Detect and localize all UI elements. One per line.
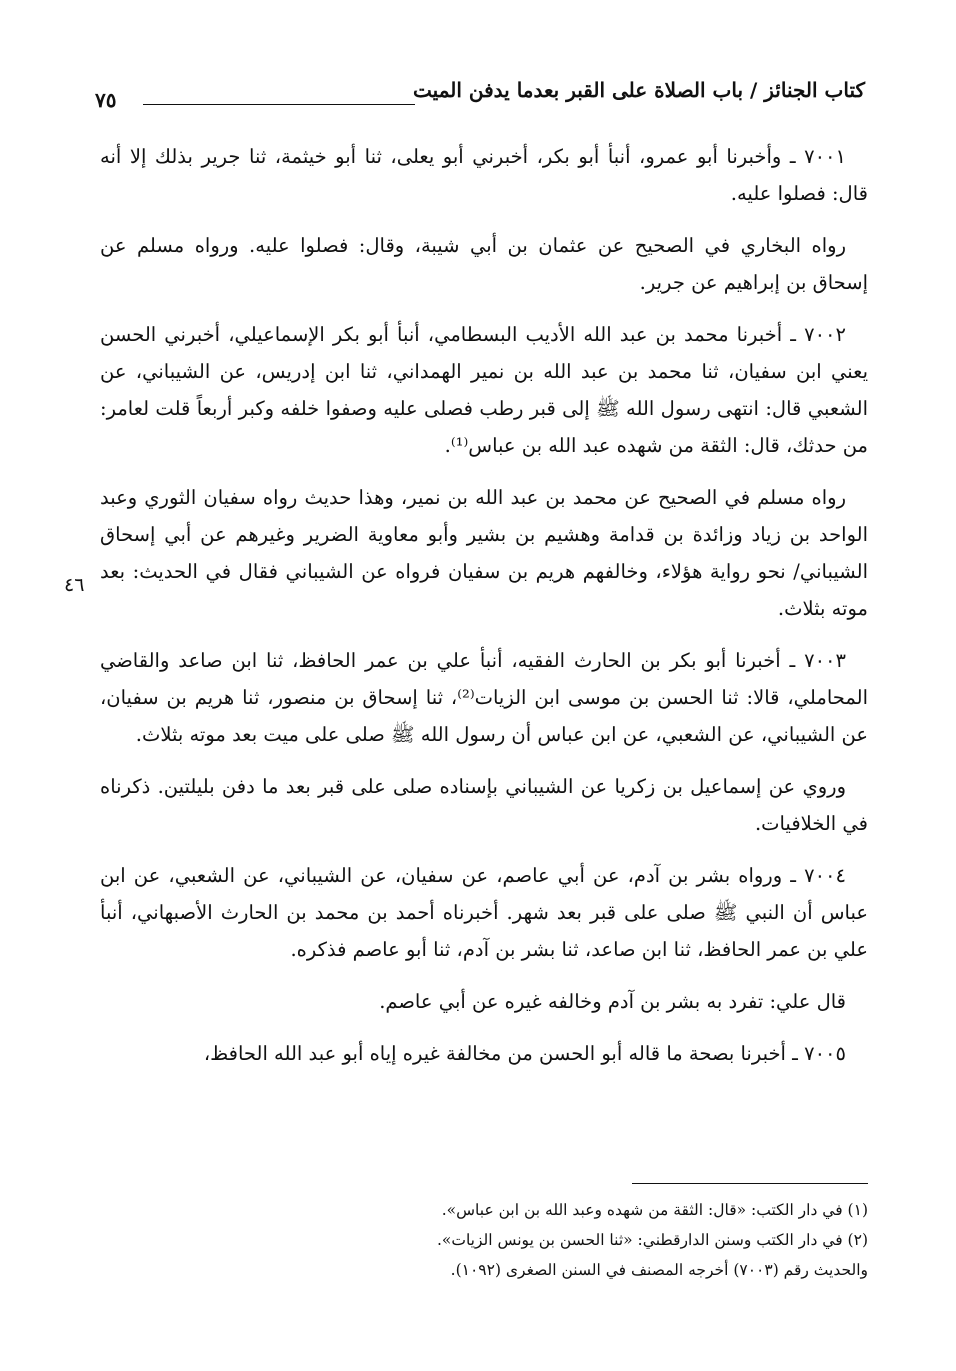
running-header [95, 70, 865, 114]
paragraph-commentary-1: رواه البخاري في الصحيح عن عثمان بن أبي شيبة، وقال: فصلوا عليه. ورواه مسلم عن إسحاق بن إبراهيم عن جرير. [100, 234, 868, 294]
header-title: كتاب الجنائز / باب الصلاة على القبر بعدما يدفن الميت [413, 78, 865, 102]
footnote-1: (١) في دار الكتب: «قال: الثقة من شهده وعبد الله بن ابن عباس». [441, 1201, 868, 1219]
main-text [100, 138, 868, 1087]
footnote-rule [632, 1183, 868, 1184]
page-number: ٧٥ [95, 88, 117, 112]
paragraph-commentary-2: رواه مسلم في الصحيح عن محمد بن عبد الله بن نمير، وهذا حديث رواه سفيان الثوري وعبد الواحد بن زياد وزائدة بن قدامة وهشيم بن بشير وأبو معاوية الضرير وغيرهم عن أبي إسحاق الشيباني/ نحو رواية هؤلاء، وخالفهم هريم بن سفيان فرواه عن الشيباني فقال في الحديث: بعد موته بثلاث. [100, 486, 868, 620]
paragraph-7004: ٧٠٠٤ ـ ورواه بشر بن آدم، عن أبي عاصم، عن سفيان، عن الشيباني، عن الشعبي، عن ابن عباس أن النبي ﷺ صلى على قبر بعد شهر. أخبرناه أحمد بن محمد بن الحارث الأصبهاني، أنبأ علي بن عمر الحافظ، ثنا ابن صاعد، ثنا بشر بن آدم، ثنا أبو عاصم فذكره. [100, 864, 868, 961]
footnote-2: (٢) في دار الكتب وسنن الدارقطني: «ثنا الحسن بن يونس الزيات». [436, 1231, 868, 1249]
paragraph-commentary-4: قال علي: تفرد به بشر بن آدم وخالفه غيره عن أبي عاصم. [379, 990, 846, 1013]
footnotes [108, 1195, 868, 1285]
paragraph-7002: ٧٠٠٢ ـ أخبرنا محمد بن عبد الله الأديب البسطامي، أنبأ أبو بكر الإسماعيلي، أخبرني الحسن يعني ابن سفيان، ثنا محمد بن عبد الله بن نمير الهمداني، ثنا ابن إدريس، عن الشيباني، عن الشعبي قال: انتهى رسول الله ﷺ إلى قبر رطب فصلى عليه وصفوا خلفه وكبر أربعاً قلت لعامر: من حدثك، قال: الثقة من شهده عبد الله بن عباس⁽¹⁾. [100, 323, 868, 457]
footnote-note: والحديث رقم (٧٠٠٣) أخرجه المصنف في السنن الصغرى (١٠٩٢). [450, 1261, 868, 1279]
header-rule [143, 104, 415, 105]
paragraph-7005: ٧٠٠٥ ـ أخبرنا بصحة ما قاله أبو الحسن من مخالفة غيره إياه أبو عبد الله الحافظ، [203, 1042, 846, 1065]
paragraph-7003: ٧٠٠٣ ـ أخبرنا أبو بكر بن الحارث الفقيه، أنبأ علي بن عمر الحافظ، ثنا ابن صاعد والقاضي المحاملي، قالا: ثنا الحسن بن موسى ابن الزيات⁽²⁾، ثنا إسحاق بن منصور، ثنا هريم بن سفيان، عن الشيباني، عن الشعبي، عن ابن عباس أن رسول الله ﷺ صلى على ميت بعد موته بثلاث. [100, 649, 868, 746]
margin-note: ٤٦ [64, 574, 85, 596]
paragraph-commentary-3: وروي عن إسماعيل بن زكريا عن الشيباني بإسناده صلى على قبر بعد ما دفن بليلتين. ذكرناه في الخلافيات. [100, 775, 868, 835]
paragraph-7001: ٧٠٠١ ـ وأخبرنا أبو عمرو، أنبأ أبو بكر، أخبرني أبو يعلى، ثنا أبو خيثمة، ثنا جرير بذلك إلا أنه قال: فصلوا عليه. [100, 145, 868, 205]
